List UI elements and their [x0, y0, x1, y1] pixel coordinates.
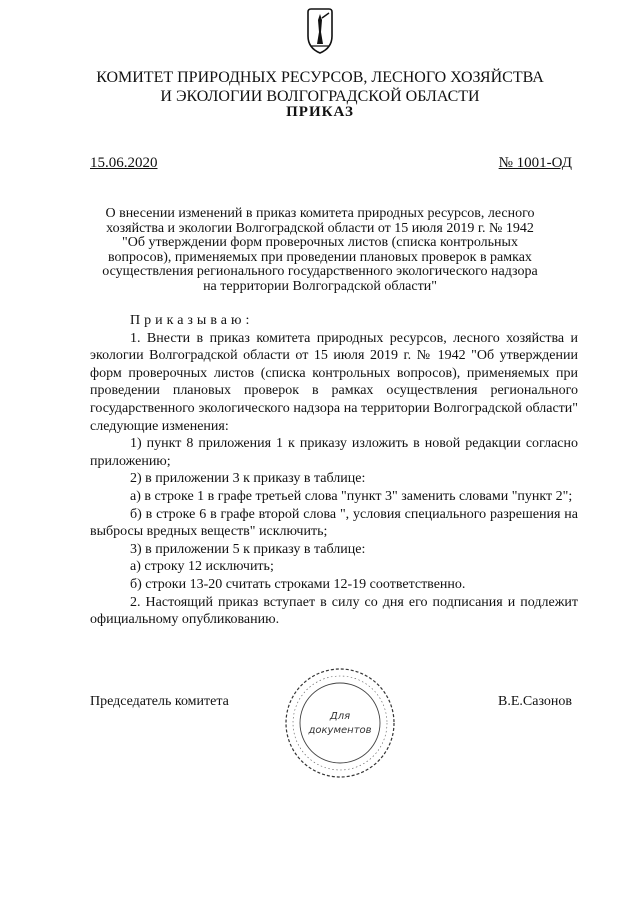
signatory-name: В.Е.Сазонов: [498, 694, 572, 709]
paragraph-1: 1. Внести в приказ комитета природных ресурсов, лесного хозяйства и экологии Волгоградской области от 15 июля 2019 г. № 1942 "Об утверждении форм проверочных листов (списка контрольных вопросов), применяемых при проведении плановых проверок в рамках осуществления регионального государственного экологического надзора на территории Волгоградской области" следующие изменения:: [90, 330, 578, 434]
item-1-2: 2) в приложении 3 к приказу в таблице:: [130, 471, 366, 487]
volgograd-emblem-icon: [305, 6, 335, 56]
document-number: № 1001-ОД: [498, 155, 572, 171]
item-1-3-b: б) строки 13-20 считать строками 12-19 соответственно.: [130, 576, 466, 592]
item-1-3-a: а) строку 12 исключить;: [130, 559, 274, 575]
subject-line: на территории Волгоградской области": [203, 278, 437, 294]
subject-line: вопросов), применяемых при проведении плановых проверок в рамках: [108, 249, 532, 265]
item-1-1: 1) пункт 8 приложения 1 к приказу изложить в новой редакции согласно приложению;: [90, 436, 578, 469]
subject-line: осуществления регионального государственного экологического надзора: [102, 264, 538, 280]
document-type: ПРИКАЗ: [286, 104, 354, 120]
org-name-line2: И ЭКОЛОГИИ ВОЛГОГРАДСКОЙ ОБЛАСТИ: [160, 88, 480, 105]
signatory-title: Председатель комитета: [90, 694, 229, 709]
item-1-3: 3) в приложении 5 к приказу в таблице:: [130, 541, 366, 557]
subject-line: О внесении изменений в приказ комитета природных ресурсов, лесного: [105, 206, 535, 221]
stamp-seal: [284, 664, 396, 782]
stamp-line1: Для: [329, 711, 351, 722]
org-name-line1: КОМИТЕТ ПРИРОДНЫХ РЕСУРСОВ, ЛЕСНОГО ХОЗЯЙСТВА: [96, 69, 544, 86]
document-date: 15.06.2020: [90, 155, 158, 171]
subject-line: "Об утверждении форм проверочных листов (списка контрольных: [122, 235, 518, 251]
item-1-2-a: а) в строке 1 в графе третьей слова "пункт 3" заменить словами "пункт 2";: [130, 488, 573, 504]
paragraph-2: 2. Настоящий приказ вступает в силу со дня его подписания и подлежит официальному опубликованию.: [90, 594, 578, 628]
stamp-line2: документов: [308, 725, 372, 736]
item-1-2-b: б) в строке 6 в графе второй слова ", условия специального разрешения на выбросы вредных веществ" исключить;: [90, 506, 578, 540]
document-body: [90, 312, 578, 629]
order-word: Приказываю:: [130, 313, 254, 328]
subject-line: хозяйства и экологии Волгоградской области от 15 июля 2019 г. № 1942: [106, 220, 534, 236]
document-subject: [96, 207, 544, 295]
